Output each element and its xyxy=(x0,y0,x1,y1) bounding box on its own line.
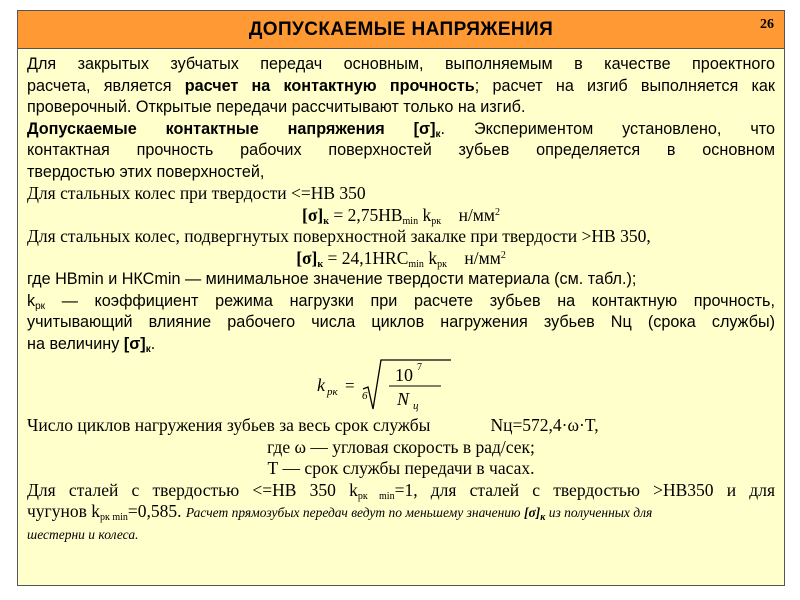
p7-line2: где ω — угловая скорость в рад/сек; xyxy=(267,436,535,457)
svg-text:7: 7 xyxy=(417,362,422,373)
p5-line1: где НВmin и НКСmin — минимальное значение твердости материала (см. табл.); xyxy=(27,270,637,288)
p6-line2: учитывающий влияние рабочего числа циклов нагружения зубьев Nц (срока службы) xyxy=(27,313,775,331)
svg-text:10: 10 xyxy=(395,365,413,385)
svg-text:ц: ц xyxy=(413,400,419,412)
p2-line3: твердостью этих поверхностей, xyxy=(27,162,265,181)
page-number: 26 xyxy=(760,17,774,32)
p1-line1: Для закрытых зубчатых передач основным, выполняемым в качестве проектного xyxy=(27,55,775,73)
kpk-formula-svg xyxy=(315,357,455,413)
svg-text:k: k xyxy=(317,375,325,395)
svg-text:=: = xyxy=(345,376,355,395)
kpk-formula xyxy=(27,355,775,415)
p1-line3: проверочный. Открытые передачи рассчитывают только на изгиб. xyxy=(27,98,526,116)
formula-2: $[\sigma]_к = 24,1HRC_{min}$ $k_{рк}$ $н/мм^2$ xyxy=(296,247,506,270)
p8-line3: шестерни и колеса. xyxy=(27,526,139,542)
p6-line3: на величину $[\sigma]_к$. xyxy=(27,334,156,355)
formula-1: $[\sigma]_к = 2,75НВ_{min}$ $k_{рк}$ $н/мм^2$ xyxy=(302,204,500,227)
svg-text:6: 6 xyxy=(362,390,368,402)
svg-text:рк: рк xyxy=(327,386,338,398)
p1-bold: расчет на контактную прочность xyxy=(184,76,475,95)
p7-line3: Т — срок службы передачи в часах. xyxy=(267,458,535,478)
p1-line2 xyxy=(27,76,775,98)
slide-body xyxy=(27,54,775,545)
svg-text:N: N xyxy=(397,389,410,409)
p3-line1: Для стальных колес при твердости <=НВ 350 xyxy=(27,183,366,203)
p8-line2: чугунов $k_{рк min}=0,585$. Расчет прямозубых передач ведут по меньшему значению $[\sigma]_к$ из полученных для xyxy=(27,501,653,523)
p7-line1: Число циклов нагружения зубьев за весь срок службы Nц=572,4·ω·T, xyxy=(27,415,599,435)
p6-line1: $k_{рк}$ — коэффициент режима нагрузки при расчете зубьев на контактную прочность, xyxy=(27,291,775,312)
p2-line1 xyxy=(27,119,775,141)
p2-text: . Экспериментом установлено, что xyxy=(440,119,775,138)
header-bar xyxy=(18,11,784,49)
slide xyxy=(17,10,785,586)
slide-title: ДОПУСКАЕМЫЕ НАПРЯЖЕНИЯ xyxy=(248,19,554,40)
p8-line1: Для сталей с твердостью <=НВ 350 $k_{рк min}=1$, для сталей с твердостью >НВ350 и для xyxy=(27,479,775,502)
p4-line1: Для стальных колес, подвергнутых поверхностной закалке при твердости >НВ 350, xyxy=(27,226,651,246)
p1-text2: ; расчет на изгиб выполняется как xyxy=(474,76,775,95)
p2-line2: контактная прочность рабочих поверхностей зубьев определяется в основном xyxy=(27,141,775,159)
p1-text: расчета, является xyxy=(27,76,185,95)
p2-bold: Допускаемые контактные напряжения $[\sigma]_к$ xyxy=(27,119,441,140)
